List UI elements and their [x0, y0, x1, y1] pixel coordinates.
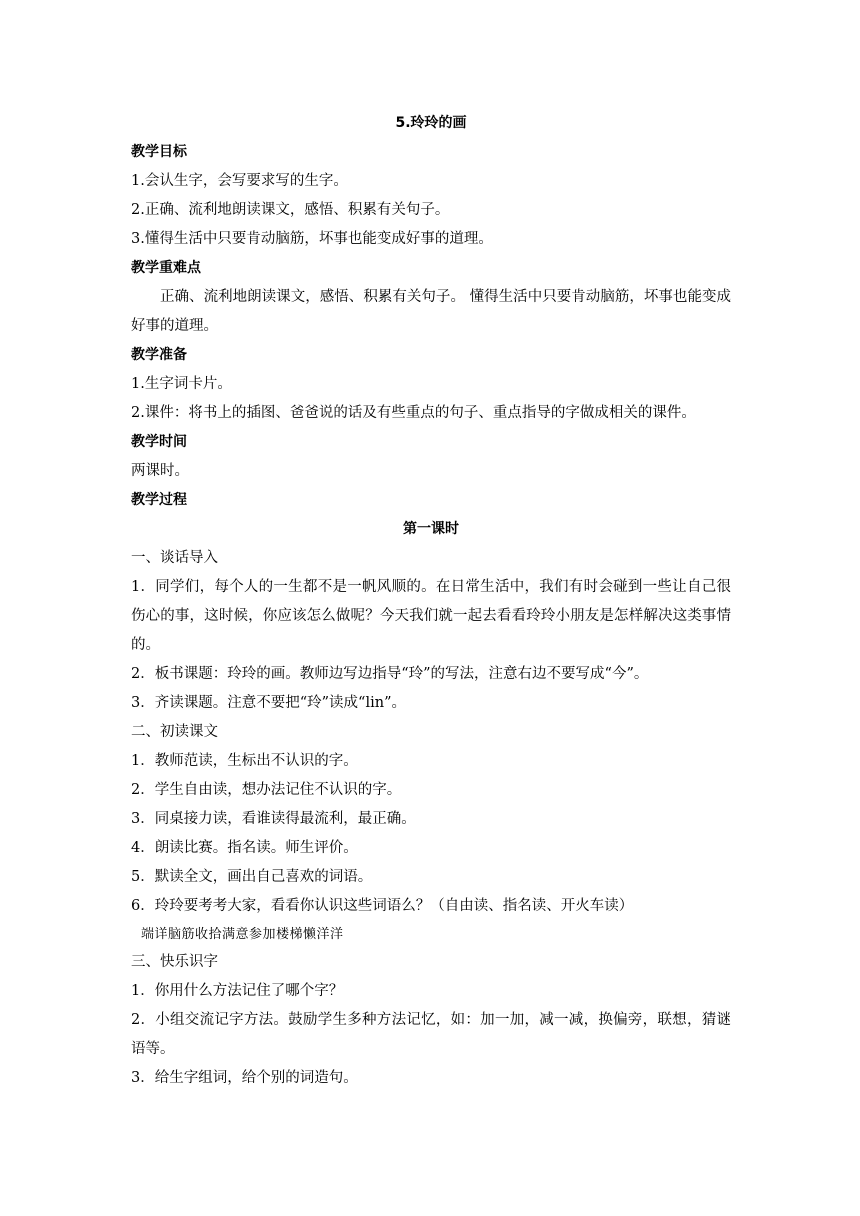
part-two-item: 1．教师范读，生标出不认识的字。	[131, 753, 358, 769]
part-three-item: 3．给生字组词，给个别的词造句。	[131, 1070, 358, 1086]
goal-item: 1.会认生字，会写要求写的生字。	[131, 173, 348, 189]
part-one-item: 1．同学们，每个人的一生都不是一帆风顺的。在日常生活中，我们有时会碰到一些让自己很伤心的事，这时候，你应该怎么做呢？今天我们就一起去看看玲玲小朋友是怎样解决这类事情的。	[131, 579, 731, 653]
part-two-heading: 二、初读课文	[131, 724, 218, 740]
part-one-item: 2．板书课题：玲玲的画。教师边写边指导“玲”的写法，注意右边不要写成“今”。	[131, 666, 649, 682]
part-two-item: 4．朗读比赛。指名读。师生评价。	[131, 840, 358, 856]
goals-heading: 教学目标	[131, 144, 187, 160]
part-three-item: 1．你用什么方法记住了哪个字？	[131, 983, 344, 999]
part-two-item: 5．默读全文，画出自己喜欢的词语。	[131, 869, 373, 885]
goal-item: 3.懂得生活中只要肯动脑筋，坏事也能变成好事的道理。	[131, 231, 493, 247]
part-three-item: 2．小组交流记字方法。鼓励学生多种方法记忆，如：加一加，减一减，换偏旁，联想，猜谜语等。	[131, 1012, 731, 1057]
preparation-item: 2.课件：将书上的插图、爸爸说的话及有些重点的句子、重点指导的字做成相关的课件。	[131, 405, 696, 421]
document-content	[131, 109, 731, 1093]
document-title: 5.玲玲的画	[395, 115, 467, 131]
part-two-item: 3．同桌接力读，看谁读得最流利，最正确。	[131, 811, 416, 827]
part-one-item: 3．齐读课题。注意不要把“玲”读成“lin”。	[131, 695, 406, 711]
process-heading: 教学过程	[131, 492, 187, 508]
part-two-item: 6．玲玲要考考大家，看看你认识这些词语么？（自由读、指名读、开火车读）	[131, 898, 634, 914]
part-three-heading: 三、快乐识字	[131, 954, 218, 970]
part-two-item: 2．学生自由读，想办法记住不认识的字。	[131, 782, 402, 798]
key-points-heading: 教学重难点	[131, 260, 201, 276]
key-points-text: 正确、流利地朗读课文，感悟、积累有关句子。 懂得生活中只要肯动脑筋，坏事也能变成好事的道理。	[131, 289, 731, 334]
time-heading: 教学时间	[131, 434, 187, 450]
preparation-heading: 教学准备	[131, 347, 187, 363]
lesson-one-heading: 第一课时	[403, 521, 459, 537]
vocabulary-words: 端详脑筋收拾满意参加楼梯懒洋洋	[141, 927, 344, 942]
part-one-heading: 一、谈话导入	[131, 550, 218, 566]
time-text: 两课时。	[131, 463, 189, 479]
goal-item: 2.正确、流利地朗读课文，感悟、积累有关句子。	[131, 202, 450, 218]
preparation-item: 1.生字词卡片。	[131, 376, 232, 392]
